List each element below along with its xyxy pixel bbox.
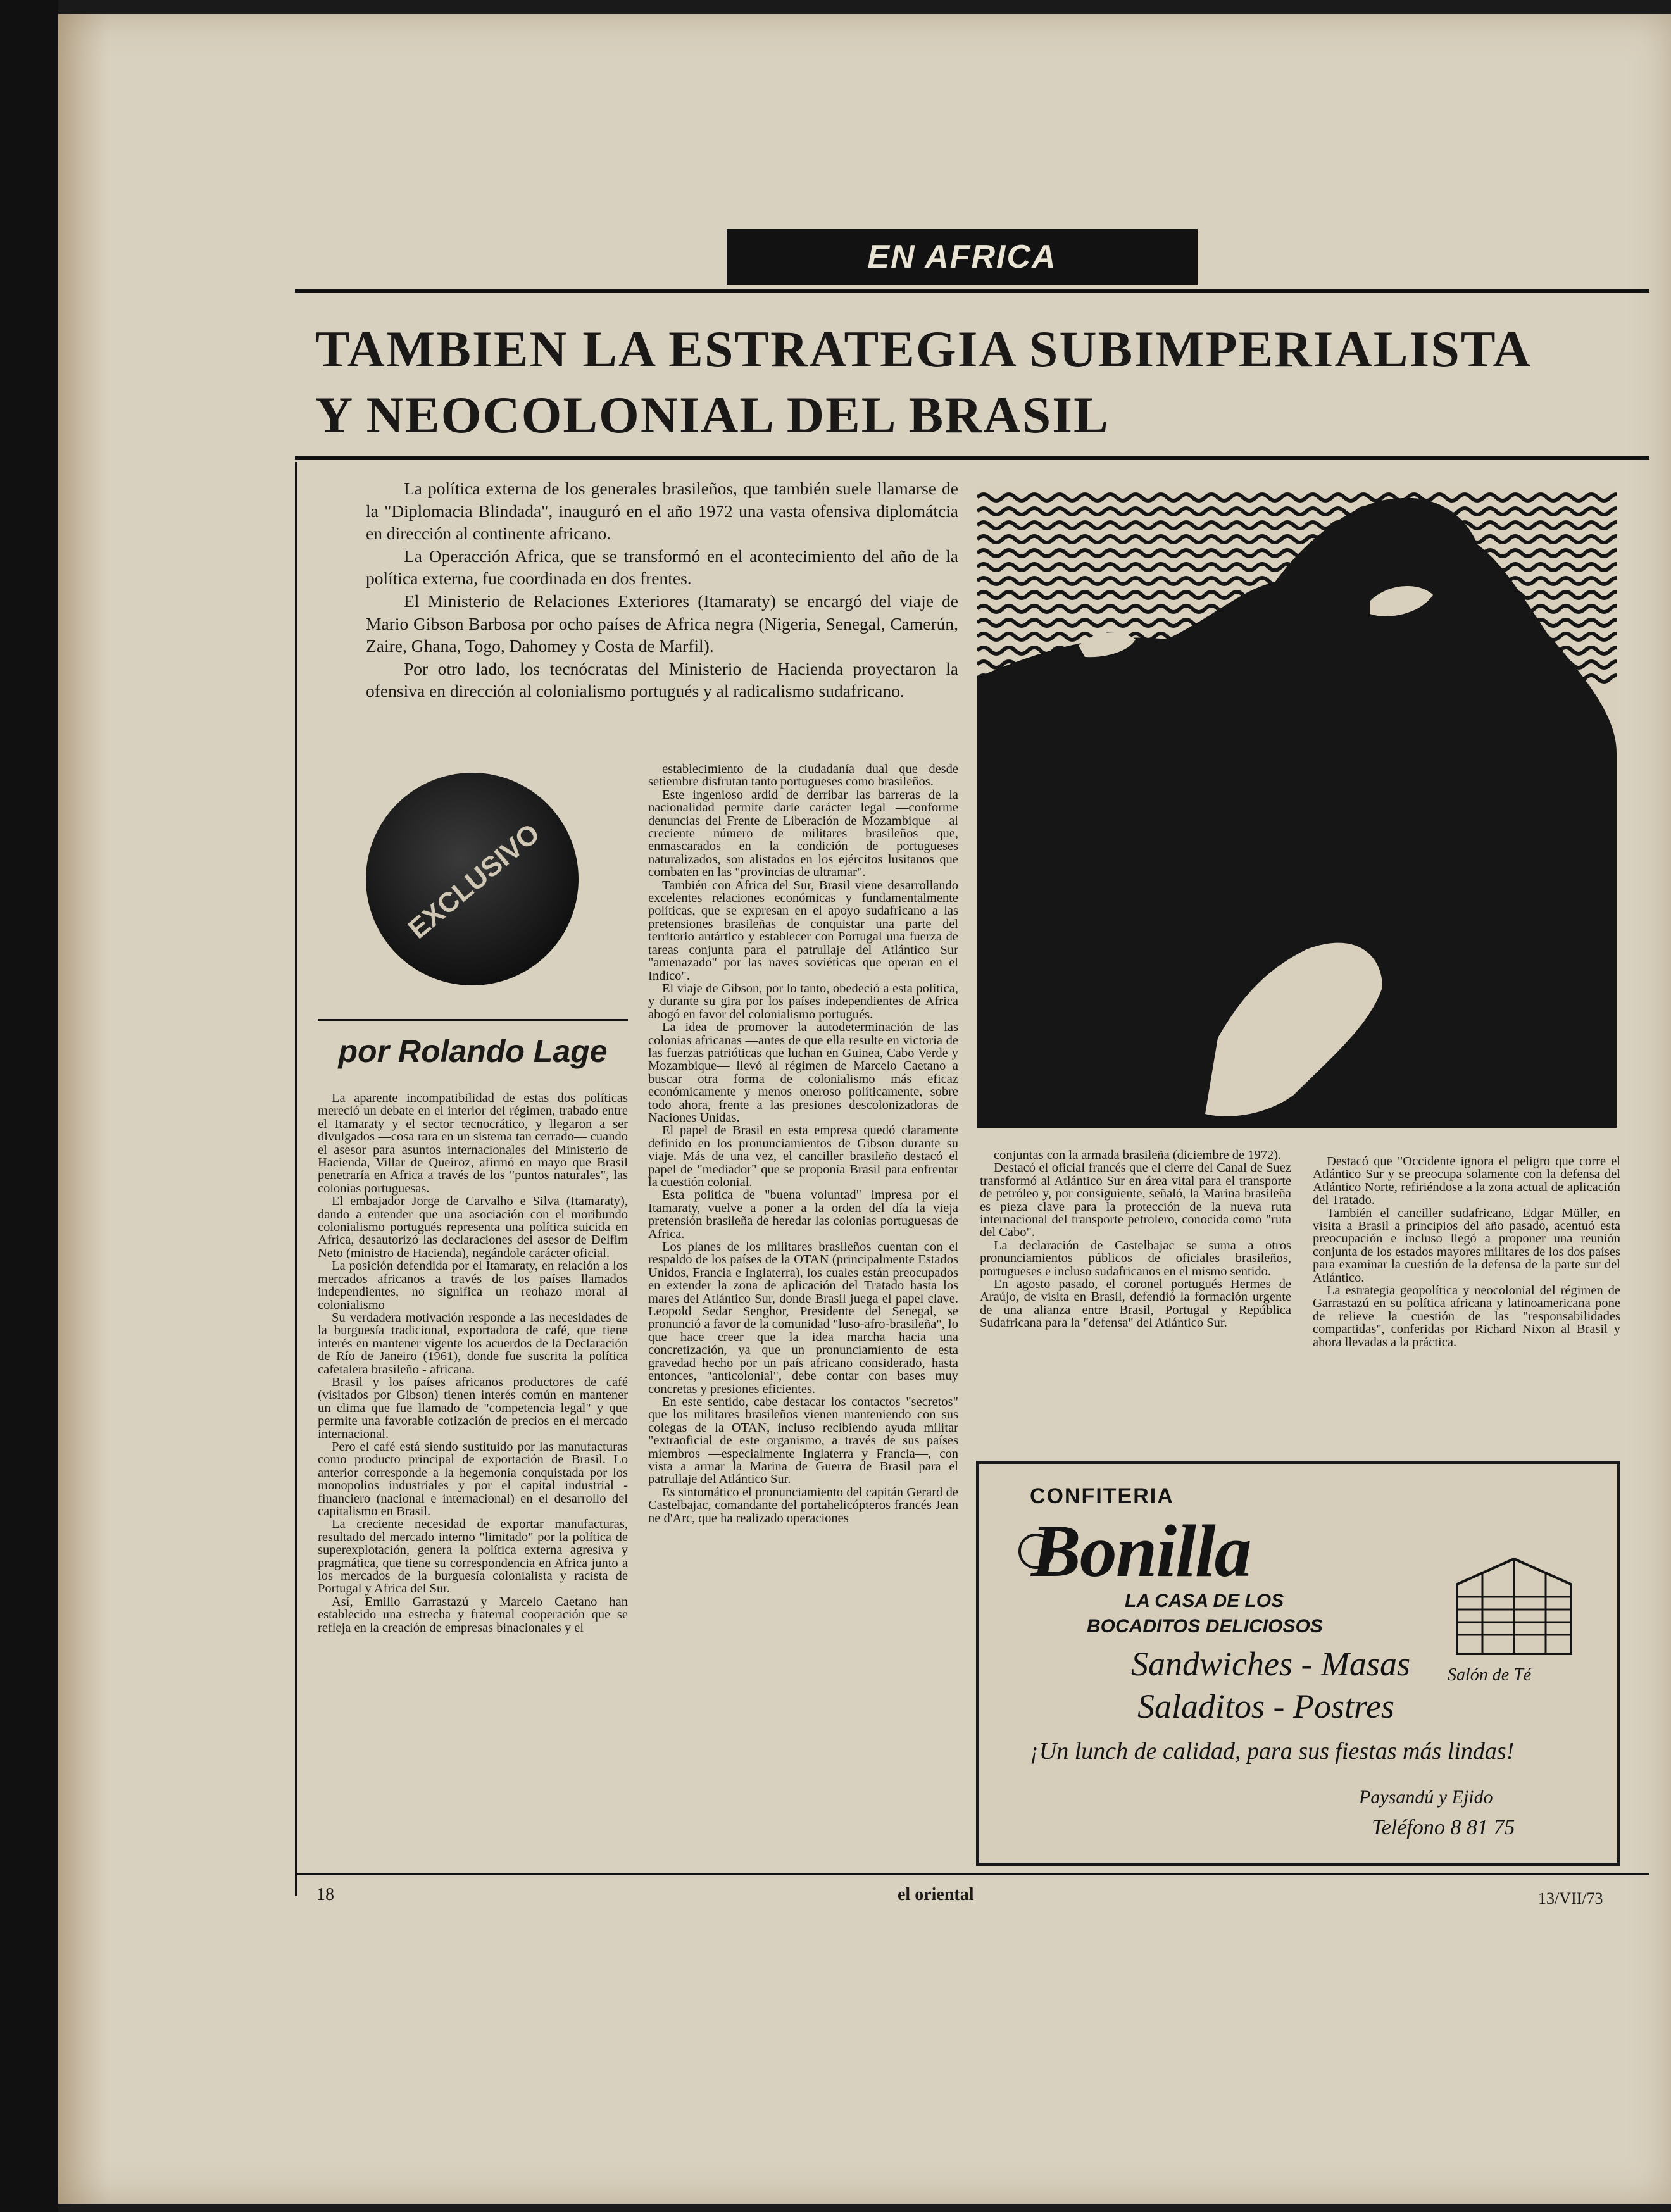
body-paragraph: La aparente incompatibilidad de estas dos políticas mereció un debate en el interior del régimen, trabado entre el Itamaraty y el sector tecnocrático, y llegaron a ser divulgados —cosa rara en un sistema tan cerrado— cuando el asesor para asuntos internacionales del Ministerio de Hacienda, Villar de Queiroz, afirmó en mayo que Brasil penetraría en Africa a través de los "puntos naturales", las colonias portuguesas. xyxy=(318,1092,628,1196)
body-column-3 xyxy=(980,1149,1291,1441)
scan-background xyxy=(0,0,58,2212)
body-paragraph: El viaje de Gibson, por lo tanto, obedeció a esta política, y durante su gira por los países independientes de Africa abogó en favor del colonialismo portugués. xyxy=(648,981,958,1022)
body-paragraph: Destacó el oficial francés que el cierre del Canal de Suez transformó al Atlántico Sur en área vital para el transporte de petróleo y, por consiguiente, señaló, la Marina brasileña es pieza clave para la protección de la nueva ruta internacional del transporte petrolero, conocida como "ruta del Cabo". xyxy=(980,1161,1291,1240)
ad-address: Paysandú y Ejido xyxy=(1359,1787,1493,1808)
body-paragraph: Brasil y los países africanos productores de café (visitados por Gibson) tienen interés común en mantener un clima que fue llamado de "competencia legal" y que permite una favorable cotización de precios en el mercado internacional. xyxy=(318,1375,628,1441)
byline: por Rolando Lage xyxy=(338,1034,608,1069)
body-paragraph: Esta política de "buena voluntad" impresa por el Itamaraty, vuelve a poner a la orden del día la vieja pretensión brasileña de heredar las colonias portuguesas de Africa. xyxy=(648,1188,958,1241)
ad-items-2: Saladitos - Postres xyxy=(1137,1687,1395,1725)
body-paragraph: También con Africa del Sur, Brasil viene desarrollando excelentes relaciones económicas y fundamentalmente políticas, que se expresan en el apoyo sudafricano a las pretensiones brasileñas de conquistar una parte del territorio antártico y establecer con Portugal una fuerza de tareas conjunta para el patrullaje del Atlántico Sur "amenazado" por las naves soviéticas que operan en el Indico". xyxy=(648,878,958,983)
left-column-rule xyxy=(295,462,297,1896)
body-paragraph: Pero el café está siendo sustituido por las manufacturas como producto principal de exportación de Brasil. Lo anterior corresponde a la hegemonía conquistada por los monopolios industriales y por el capital industrial - financiero (nacional e internacional) en el desarrollo del capitalismo en Brasil. xyxy=(318,1439,628,1518)
building-icon xyxy=(1444,1534,1584,1660)
confiteria-ad xyxy=(976,1461,1620,1866)
ad-slogan: ¡Un lunch de calidad, para sus fiestas más lindas! xyxy=(1030,1738,1515,1765)
lead-paragraph: La política externa de los generales brasileños, que también suele llamarse de la "Diplomacia Blindada", inauguró en el año 1972 una vasta ofensiva diplomátcia en dirección al continente africano. xyxy=(366,478,958,544)
body-paragraph: También el canciller sudafricano, Edgar Müller, en visita a Brasil a principios del año pasado, acentuó esta preocupación e incluso llegó a proponer una reunión conjunta de los estados mayores militares de los dos países para examinar la cuestión de la defensa de la parte sur del Atlántico. xyxy=(1313,1206,1620,1285)
page-number: 18 xyxy=(316,1885,334,1904)
ad-items-1: Sandwiches - Masas xyxy=(1131,1645,1410,1683)
lead-paragraph: El Ministerio de Relaciones Exteriores (Itamaraty) se encargó del viaje de Mario Gibson Barbosa por ocho países de Africa negra (Nigeria, Senegal, Camerún, Zaire, Ghana, Togo, Dahomey y Costa de Marfil). xyxy=(366,590,958,656)
body-column-2 xyxy=(648,763,958,1870)
body-paragraph: establecimiento de la ciudadanía dual que desde setiembre disfrutan tanto portugueses como brasileños. xyxy=(648,763,958,789)
byline-rule xyxy=(318,1019,628,1021)
section-kicker: EN AFRICA xyxy=(727,229,1198,285)
paper-edge-stain xyxy=(58,14,109,2204)
body-paragraph: Así, Emilio Garrastazú y Marcelo Caetano han establecido una estrecha y fraternal cooperación que se refleja en la creación de empresas binacionales y el xyxy=(318,1594,628,1635)
body-column-1 xyxy=(318,1092,628,1869)
body-paragraph: conjuntas con la armada brasileña (diciembre de 1972). xyxy=(994,1149,1282,1162)
ad-phone: Teléfono 8 81 75 xyxy=(1372,1816,1515,1839)
lead-paragraph: La Operacción Africa, que se transformó en el acontecimiento del año de la política externa, fue coordinada en dos frentes. xyxy=(366,546,958,589)
body-paragraph: En agosto pasado, el coronel portugués Hermes de Araújo, de visita en Brasil, defendió la formación urgente de una alianza entre Brasil, Portugal y República Sudafricana para la "defensa" del Atlántico Sur. xyxy=(980,1277,1291,1330)
logo-emblem-icon xyxy=(1017,1532,1055,1570)
badge-label: EXCLUSIVO xyxy=(402,817,546,945)
headline-rule xyxy=(295,456,1649,460)
ad-tagline-2: BOCADITOS DELICIOSOS xyxy=(1087,1616,1323,1637)
body-paragraph: Su verdadera motivación responde a las necesidades de la burguesía tradicional, exportadora de café, que tiene interés en mantener vigente los acuerdos de la Declaración de Río de Janeiro (1961), donde fue suscrita la política cafetalera brasileño - africana. xyxy=(318,1310,628,1377)
body-paragraph: En este sentido, cabe destacar los contactos "secretos" que los militares brasileños vienen manteniendo con sus colegas de la OTAN, incluso recibiendo ayuda militar "extraoficial de este organismo, a través de sus países miembros —especialmente Inglaterra y Francia—, con vista a armar la Marina de Guerra de Brasil para el patrullaje del Atlántico Sur. xyxy=(648,1394,958,1487)
headline-line-1: TAMBIEN LA ESTRATEGIA SUBIMPERIALISTA xyxy=(315,320,1532,378)
body-paragraph: La estrategia geopolítica y neocolonial del régimen de Garrastazú en su política africana y latinoamericana pone de relieve la cuestión de las "responsabilidades compartidas", conferidas por Richard Nixon al Brasil y ahora llevadas a la práctica. xyxy=(1313,1284,1620,1349)
body-paragraph: Este ingenioso ardid de derribar las barreras de la nacionalidad permite darle carácter legal —conforme denuncias del Frente de Liberación de Mozambique— al creciente número de militares brasileños que, enmascarados en la condición de portugueses naturalizados, son alistados en los ejércitos lusitanos que combaten en las "provincias de ultramar". xyxy=(648,787,958,880)
issue-date: 13/VII/73 xyxy=(1538,1889,1603,1908)
body-paragraph: La idea de promover la autodeterminación de las colonias africanas —antes de que ella resulte en victoria de las fuerzas patrióticas que luchan en Guinea, Cabo Verde y Mozambique— llevó al régimen de Marcelo Caetano a buscar otra forma de colonialismo más eficaz económicamente y menos oneroso políticamente, sobre todo ahora, frente a las presiones descolonizadoras de Naciones Unidas. xyxy=(648,1020,958,1125)
footer-rule xyxy=(295,1873,1649,1875)
body-paragraph: Los planes de los militares brasileños cuentan con el respaldo de los países de la OTAN (principalmente Estados Unidos, Francia e Inglaterra), los cuales están preocupados en extender la zona de aplicación del Tratado hasta los mares del Atlántico Sur, donde Brasil juega el papel clave. Leopold Sedar Senghor, Presidente del Senegal, se pronunció a favor de la comunidad "luso-afro-brasileña", lo que hace creer que la idea marcha hacia una concretización, ya que un pronunciamiento de esta gravedad hecho por un país africano considerado, hasta entonces, "anticolonial", debe contar con bases muy concretas y presiones eficientes. xyxy=(648,1240,958,1396)
body-paragraph: La creciente necesidad de exportar manufacturas, resultado del mercado interno "limitado" por la política de superexplotación, genera la política externa agresiva y pragmática, que tiene su correspondencia en Africa junto a los mercados de la burguesía colonialista y racista de Portugal y Africa del Sur. xyxy=(318,1517,628,1596)
body-column-4 xyxy=(1313,1155,1620,1444)
top-rule xyxy=(295,289,1649,293)
headline xyxy=(315,316,1644,448)
body-paragraph: El papel de Brasil en esta empresa quedó claramente definido en los pronunciamientos de Gibson durante su viaje. Más de una vez, el canciller brasileño destacó el papel de "mediador" que se proponía Brasil para enfrentar la cuestión colonial. xyxy=(648,1123,958,1189)
body-paragraph: La posición defendida por el Itamaraty, en relación a los mercados africanos a través de los países llamados independientes, no significa un reohazo moral al colonialismo xyxy=(318,1259,628,1312)
ad-heading: CONFITERIA xyxy=(1030,1484,1174,1508)
horseman-illustration xyxy=(977,487,1617,1128)
lead-paragraph: Por otro lado, los tecnócratas del Ministerio de Hacienda proyectaron la ofensiva en dirección al colonialismo portugués y al radicalismo sudafricano. xyxy=(366,658,958,701)
ad-brand-logo: Bonilla xyxy=(1031,1509,1251,1592)
ad-tagline-1: LA CASA DE LOS xyxy=(1125,1590,1284,1611)
lead-paragraphs xyxy=(366,477,958,703)
body-paragraph: Es sintomático el pronunciamiento del capitán Gerard de Castelbajac, comandante del portahelicópteros francés Jean ne d'Arc, que ha realizado operaciones xyxy=(648,1485,958,1525)
exclusivo-badge xyxy=(362,771,582,987)
publication-name: el oriental xyxy=(898,1885,974,1904)
headline-line-2: Y NEOCOLONIAL DEL BRASIL xyxy=(315,386,1110,444)
body-paragraph: El embajador Jorge de Carvalho e Silva (Itamaraty), dando a entender que una asociación con el moribundo colonialismo portugués representa una política suicida en Africa, desautorizó las declaraciones del asesor de Delfim Neto (ministro de Hacienda), negándole carácter oficial. xyxy=(318,1194,628,1260)
body-paragraph: Destacó que "Occidente ignora el peligro que corre el Atlántico Sur y se preocupa solamente con la defensa del Atlántico Norte, refiriéndose a la zona actual de aplicación del Tratado. xyxy=(1313,1155,1620,1208)
ad-salon: Salón de Té xyxy=(1448,1665,1532,1685)
body-paragraph: La declaración de Castelbajac se suma a otros pronunciamientos públicos de oficiales brasileños, portugueses e inclusо sudafricanos en el mismo sentido. xyxy=(980,1238,1291,1278)
